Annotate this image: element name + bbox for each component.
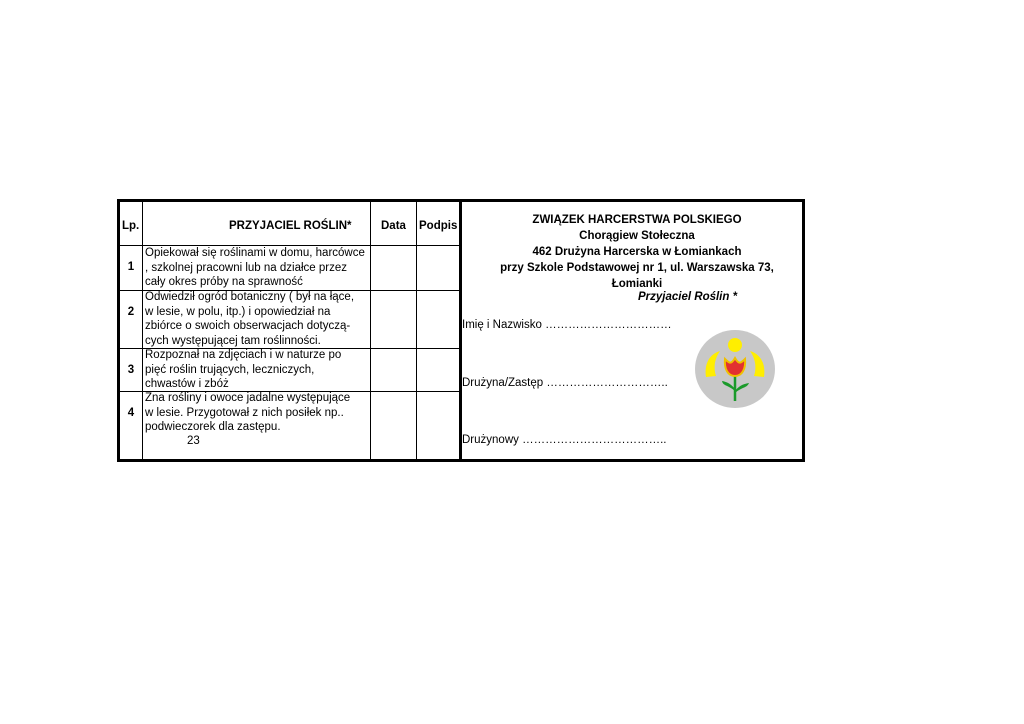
organization-panel <box>462 202 802 459</box>
org-troop: 462 Drużyna Harcerska w Łomiankach <box>532 246 742 258</box>
leader-field: Drużynowy ……………………………….. <box>462 434 667 446</box>
patrol-field: Drużyna/Zastęp ………………………….. <box>462 377 668 389</box>
row-text-line: cały okres próby na sprawność <box>145 276 303 288</box>
table-col-divider <box>370 202 371 459</box>
table-row <box>145 246 365 290</box>
row-text-line: podwieczorek dla zastępu. <box>145 421 281 433</box>
requirements-table <box>120 202 462 459</box>
sun-dot <box>728 338 742 352</box>
row-number: 3 <box>127 364 135 376</box>
row-text-line: w lesie. Przygotował z nich posiłek np.. <box>145 406 344 419</box>
row-number: 4 <box>127 407 135 419</box>
organization-header <box>457 212 817 292</box>
badge-name: Przyjaciel Roślin * <box>638 291 738 303</box>
tulip-badge-icon <box>694 329 776 409</box>
row-number: 1 <box>127 261 135 273</box>
org-city: Łomianki <box>611 278 663 290</box>
table-row <box>145 290 354 348</box>
row-number: 2 <box>127 306 135 318</box>
header-podpis: Podpis <box>419 220 458 232</box>
row-text-line: Zna rośliny i owoce jadalne występujące <box>145 392 351 404</box>
row-text-line: chwastów i zbóż <box>145 378 229 390</box>
table-col-divider <box>142 202 143 459</box>
row-text-line: cych występującej tam roślinności. <box>145 334 321 347</box>
page-number: 23 <box>187 435 200 447</box>
tulip-flower <box>725 358 745 376</box>
table-row <box>145 391 350 435</box>
row-text-line: Odwiedził ogród botaniczny ( był na łące, <box>145 291 355 303</box>
org-address: przy Szkole Podstawowej nr 1, ul. Warszawska 73, <box>500 262 774 274</box>
org-region: Chorągiew Stołeczna <box>579 230 695 242</box>
row-text-line: zbiórce o swoich obserwacjach dotyczą- <box>145 320 351 332</box>
header-lp: Lp. <box>122 220 140 232</box>
badge-card <box>117 199 805 462</box>
org-name: ZWIĄZEK HARCERSTWA POLSKIEGO <box>532 214 742 226</box>
header-data: Data <box>381 220 406 232</box>
table-row <box>145 348 341 392</box>
row-text-line: w lesie, w polu, itp.) i opowiedział na <box>145 305 331 318</box>
row-text-line: , szkolnej pracowni lub na działce przez <box>145 261 347 274</box>
name-field: Imię i Nazwisko …………………………… <box>462 319 672 331</box>
row-text-line: Rozpoznał na zdjęciach i w naturze po <box>145 349 342 361</box>
row-text-line: Opiekował się roślinami w domu, harcówce <box>145 247 365 259</box>
row-text-line: pięć roślin trujących, leczniczych, <box>145 363 315 376</box>
table-col-divider <box>416 202 417 459</box>
header-title: PRZYJACIEL ROŚLIN* <box>229 220 352 232</box>
